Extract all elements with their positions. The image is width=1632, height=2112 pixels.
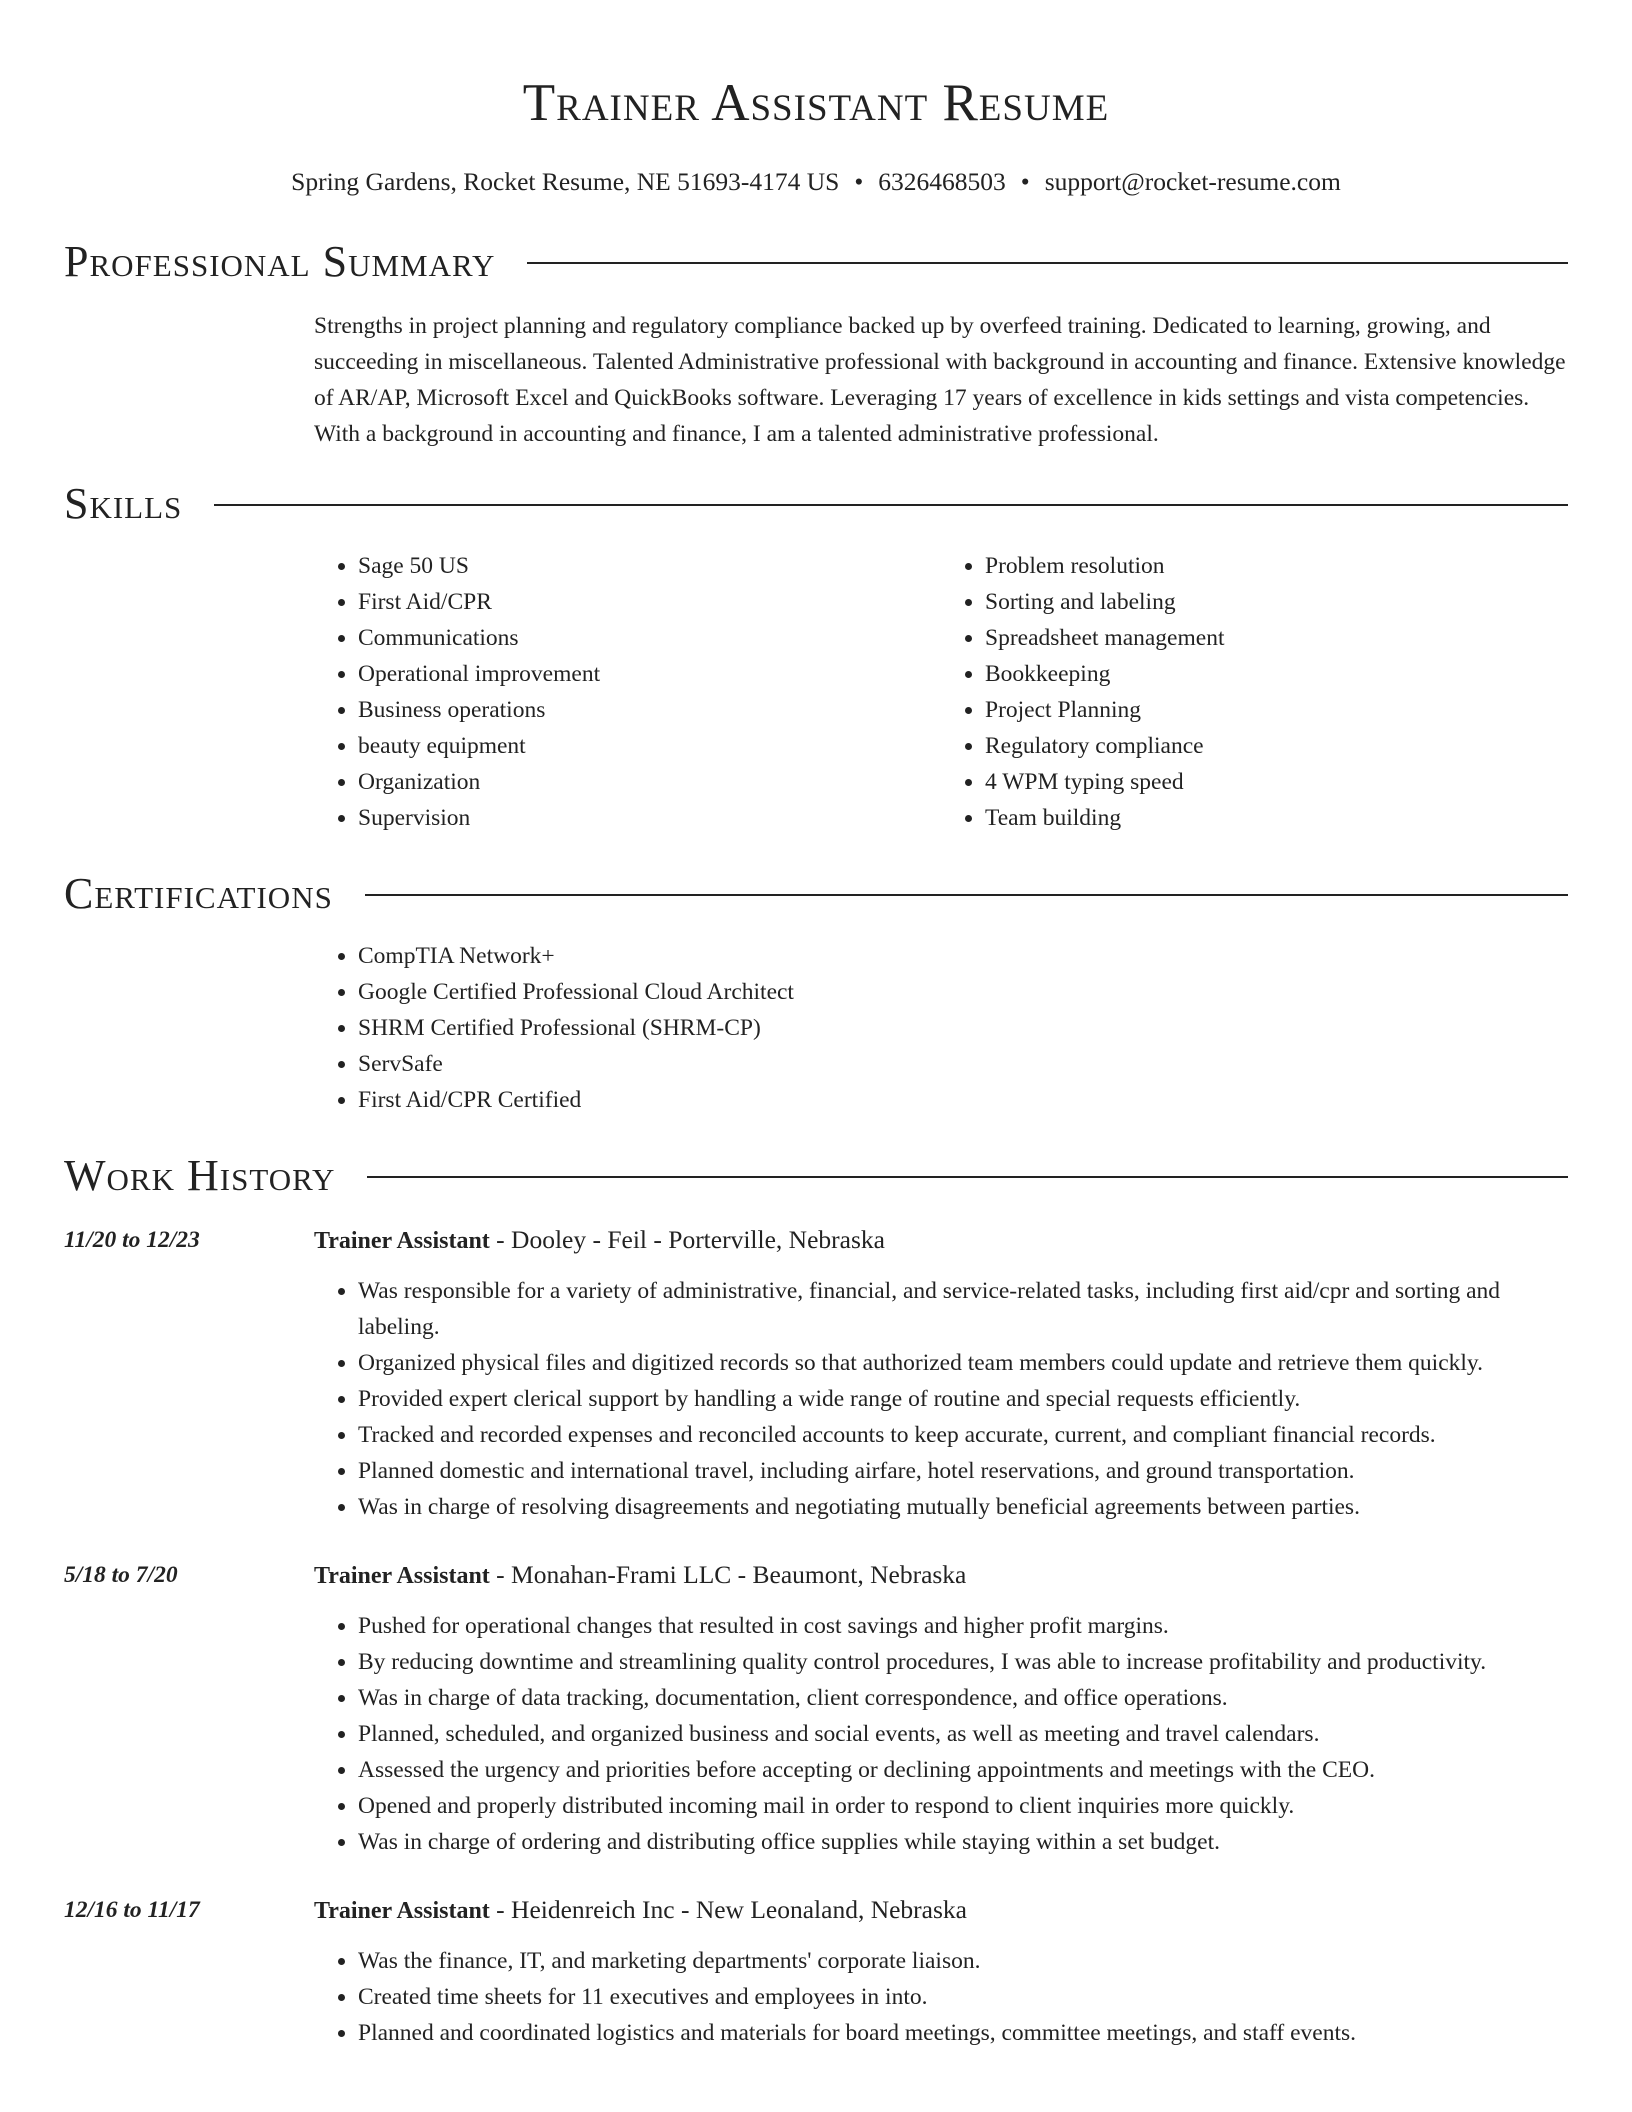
job-header [314,1220,1568,1261]
skill-item: • Spreadsheet management [985,620,1568,656]
skill-item: • Sage 50 US [358,548,941,584]
certifications-list [314,938,1568,1118]
skill-item: • 4 WPM typing speed [985,764,1568,800]
skill-item: • Communications [358,620,941,656]
contact-separator: • [1020,167,1030,196]
job-bullet: • Organized physical files and digitized records so that authorized team members could update and retrieve them quickly. [358,1345,1568,1381]
section-divider [527,262,1568,264]
contact-separator: • [854,167,864,196]
contact-line [64,160,1568,204]
section-header [64,1146,1568,1206]
section-header [64,232,1568,292]
job-title: Trainer Assistant [314,1563,490,1589]
job-bullet: • Was the finance, IT, and marketing departments' corporate liaison. [358,1943,1568,1979]
summary-section [64,232,1568,452]
job-entry [64,1220,1568,1525]
skill-item: • beauty equipment [358,728,941,764]
job-entry [64,1890,1568,2051]
job-bullet: • Was responsible for a variety of administrative, financial, and service-related tasks, including first aid/cpr and sorting and labeling. [358,1273,1568,1345]
section-divider [365,894,1568,896]
job-dates: 5/18 to 7/20 [64,1562,178,1588]
job-bullet: • Pushed for operational changes that resulted in cost savings and higher profit margins. [358,1608,1568,1644]
section-header [64,864,1568,924]
job-bullet: • Was in charge of resolving disagreements and negotiating mutually beneficial agreements between parties. [358,1489,1568,1525]
section-heading: Certifications [64,869,333,918]
job-bullets [314,1608,1568,1860]
skill-item: • Team building [985,800,1568,836]
certification-item: • ServSafe [358,1046,1568,1082]
skill-item: • Sorting and labeling [985,584,1568,620]
section-heading: Work History [64,1151,336,1200]
section-divider [214,504,1568,506]
section-heading: Skills [64,479,183,528]
job-dates: 12/16 to 11/17 [64,1897,200,1923]
job-company: - Dooley - Feil - Porterville, Nebraska [489,1225,885,1254]
skill-item: • Project Planning [985,692,1568,728]
skill-item: • Problem resolution [985,548,1568,584]
job-bullets [314,1943,1568,2051]
resume-title: Trainer Assistant Resume [522,74,1110,132]
contact-phone: 6326468503 [878,167,1006,196]
skill-item: • Business operations [358,692,941,728]
contact-email: support@rocket-resume.com [1044,167,1341,196]
job-header [314,1890,1568,1931]
certifications-section [64,864,1568,1118]
job-bullet: • Planned and coordinated logistics and materials for board meetings, committee meetings, and staff events. [358,2015,1568,2051]
summary-text: Strengths in project planning and regulatory compliance backed up by overfeed training. Dedicated to learning, growing, and succeeding in miscellaneous. Talented Administrative professional with background in accounting and finance. Extensive knowledge of AR/AP, Microsoft Excel and QuickBooks software. Leveraging 17 years of excellence in kids settings and vista competencies. With a background in accounting and finance, I am a talented administrative professional. [314,313,1566,447]
section-heading: Professional Summary [64,237,496,286]
job-company: - Monahan-Frami LLC - Beaumont, Nebraska [489,1560,967,1589]
job-bullet: • Was in charge of data tracking, documentation, client correspondence, and office operations. [358,1680,1568,1716]
section-header [64,474,1568,534]
job-bullets [314,1273,1568,1525]
job-bullet: • Was in charge of ordering and distributing office supplies while staying within a set budget. [358,1824,1568,1860]
certification-item: • First Aid/CPR Certified [358,1082,1568,1118]
job-title: Trainer Assistant [314,1228,490,1254]
certification-item: • CompTIA Network+ [358,938,1568,974]
skill-item: • Operational improvement [358,656,941,692]
skills-list-left [314,548,941,836]
job-bullet: • Planned, scheduled, and organized business and social events, as well as meeting and travel calendars. [358,1716,1568,1752]
job-bullet: • By reducing downtime and streamlining quality control procedures, I was able to increase profitability and productivity. [358,1644,1568,1680]
certification-item: • SHRM Certified Professional (SHRM-CP) [358,1010,1568,1046]
work-history-section [64,1146,1568,2051]
skills-list-right [941,548,1568,836]
job-title: Trainer Assistant [314,1898,490,1924]
certification-item: • Google Certified Professional Cloud Architect [358,974,1568,1010]
section-divider [367,1176,1568,1178]
skills-section [64,474,1568,836]
job-company: - Heidenreich Inc - New Leonaland, Nebraska [489,1895,967,1924]
contact-address: Spring Gardens, Rocket Resume, NE 51693-4174 US [291,167,840,196]
job-bullet: • Tracked and recorded expenses and reconciled accounts to keep accurate, current, and compliant financial records. [358,1417,1568,1453]
resume-page [64,0,1568,2112]
skill-item: • Bookkeeping [985,656,1568,692]
skill-item: • Organization [358,764,941,800]
skills-columns [314,548,1568,836]
job-header [314,1555,1568,1596]
job-bullet: • Opened and properly distributed incoming mail in order to respond to client inquiries more quickly. [358,1788,1568,1824]
job-entry [64,1555,1568,1860]
job-bullet: • Assessed the urgency and priorities before accepting or declining appointments and meetings with the CEO. [358,1752,1568,1788]
job-dates: 11/20 to 12/23 [64,1227,200,1253]
skill-item: • Regulatory compliance [985,728,1568,764]
job-bullet: • Planned domestic and international travel, including airfare, hotel reservations, and ground transportation. [358,1453,1568,1489]
skill-item: • First Aid/CPR [358,584,941,620]
job-bullet: • Created time sheets for 11 executives and employees in into. [358,1979,1568,2015]
job-bullet: • Provided expert clerical support by handling a wide range of routine and special requests efficiently. [358,1381,1568,1417]
skill-item: • Supervision [358,800,941,836]
